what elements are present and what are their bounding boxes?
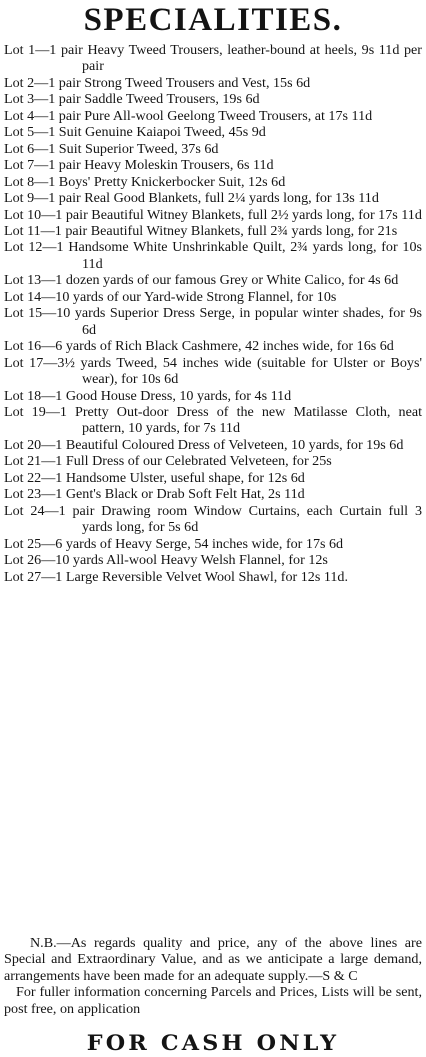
lot-item: Lot 10—1 pair Beautiful Witney Blankets, full 2½ yards long, for 17s 11d <box>4 206 422 223</box>
lot-item: Lot 16—6 yards of Rich Black Cashmere, 42 inches wide, for 16s 6d <box>4 338 394 355</box>
lot-item: Lot 23—1 Gent's Black or Drab Soft Felt Hat, 2s 11d <box>4 486 305 503</box>
nb-paragraph: N.B.—As regards quality and price, any of the above lines are Special and Extraordinary Value, and as we anticipate a large demand, arrangements have been made for an adequate supply.—S & C <box>4 935 422 984</box>
lot-item: Lot 2—1 pair Strong Tweed Trousers and Vest, 15s 6d <box>4 74 311 91</box>
lot-item: Lot 5—1 Suit Genuine Kaiapoi Tweed, 45s 9d <box>4 124 266 141</box>
lot-item: Lot 25—6 yards of Heavy Serge, 54 inches wide, for 17s 6d <box>4 535 344 552</box>
lot-item: Lot 12—1 Handsome White Unshrinkable Quilt, 2¾ yards long, for 10s 11d <box>4 239 422 272</box>
cash-only-banner: FOR CASH ONLY <box>86 1030 340 1055</box>
lot-item: Lot 3—1 pair Saddle Tweed Trousers, 19s 6d <box>4 91 260 108</box>
lot-list <box>4 42 422 585</box>
lot-item: Lot 17—3½ yards Tweed, 54 inches wide (suitable for Ulster or Boys' wear), for 10s 6d <box>4 354 422 388</box>
lot-item: Lot 24—1 pair Drawing room Window Curtains, each Curtain full 3 yards long, for 5s 6d <box>4 502 422 536</box>
lot-item: Lot 27—1 Large Reversible Velvet Wool Shawl, for 12s 11d. <box>4 568 348 585</box>
lot-item: Lot 20—1 Beautiful Coloured Dress of Velveteen, 10 yards, for 19s 6d <box>4 436 404 453</box>
lot-item: Lot 11—1 pair Beautiful Witney Blankets, full 2¾ yards long, for 21s <box>4 222 398 239</box>
lot-item: Lot 9—1 pair Real Good Blankets, full 2¼ yards long, for 13s 11d <box>4 190 379 207</box>
lot-item: Lot 19—1 Pretty Out-door Dress of the new Matilasse Cloth, neat pattern, 10 yards, for 7s 11d <box>4 403 422 437</box>
lot-item: Lot 26—10 yards All-wool Heavy Welsh Flannel, for 12s <box>4 552 328 569</box>
lot-item: Lot 21—1 Full Dress of our Celebrated Velveteen, for 25s <box>4 453 332 470</box>
lot-item: Lot 22—1 Handsome Ulster, useful shape, for 12s 6d <box>4 469 305 486</box>
lot-item: Lot 1—1 pair Heavy Tweed Trousers, leather-bound at heels, 9s 11d per pair <box>4 42 422 75</box>
info-paragraph: For fuller information concerning Parcels and Prices, Lists will be sent, post free, on application <box>4 984 422 1017</box>
lot-item: Lot 7—1 pair Heavy Moleskin Trousers, 6s 11d <box>4 157 274 174</box>
lot-item: Lot 4—1 pair Pure All-wool Geelong Tweed Trousers, at 17s 11d <box>4 107 373 124</box>
footnote <box>4 935 422 1017</box>
lot-item: Lot 6—1 Suit Superior Tweed, 37s 6d <box>4 140 219 157</box>
lot-item: Lot 8—1 Boys' Pretty Knickerbocker Suit, 12s 6d <box>4 173 286 190</box>
lot-item: Lot 13—1 dozen yards of our famous Grey or White Calico, for 4s 6d <box>4 272 399 289</box>
lot-item: Lot 14—10 yards of our Yard-wide Strong Flannel, for 10s <box>4 288 337 305</box>
lot-item: Lot 15—10 yards Superior Dress Serge, in popular winter shades, for 9s 6d <box>4 305 422 338</box>
heading: SPECIALITIES. <box>83 2 343 38</box>
lot-item: Lot 18—1 Good House Dress, 10 yards, for 4s 11d <box>4 387 292 404</box>
